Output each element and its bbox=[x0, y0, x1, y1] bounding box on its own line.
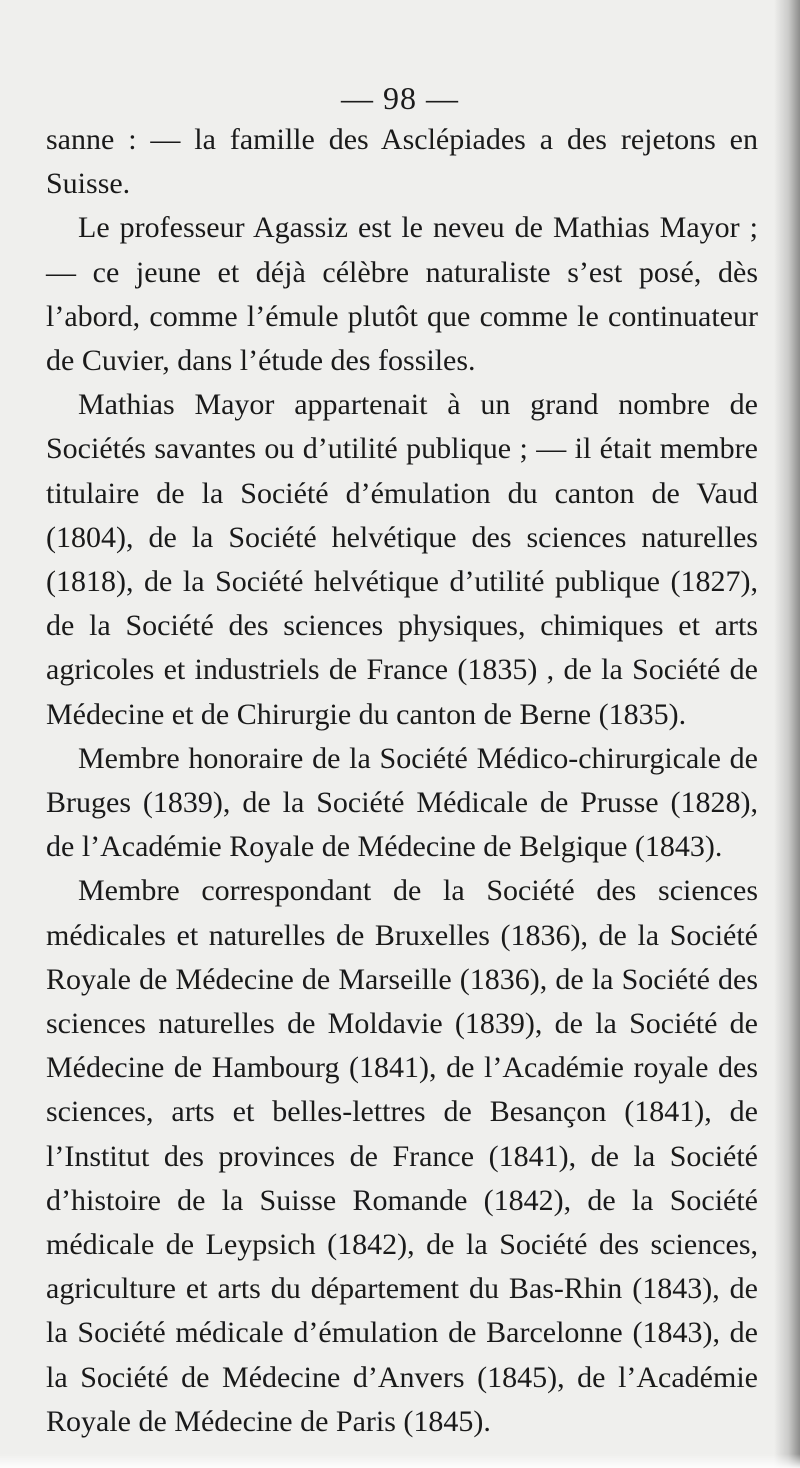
paragraph: Membre correspondant de la Société des sciences médicales et naturelles de Bruxelles (1836), de la Société Royale de Médecine de Marseille (1836), de la Société des sciences naturelles de Moldavie (1839), de la Société de Médecine de Hambourg (1841), de l’Académie royale des sciences, arts et belles-lettres de Besançon (1841), de l’Institut des provinces de France (1841), de la Société d’histoire de la Suisse Romande (1842), de la Société médicale de Leypsich (1842), de la Société des sciences, agriculture et arts du département du Bas-Rhin (1843), de la Société médicale d’émulation de Barcelonne (1843), de la Société de Médecine d’Anvers (1845), de l’Académie Royale de Médecine de Paris (1845). bbox=[46, 874, 758, 1438]
paragraph: Mathias Mayor appartenait à un grand nombre de Sociétés savantes ou d’utilité publique ; — il était membre titulaire de la Société d’émulation du canton de Vaud (1804), de la Société helvétique des sciences naturelles (1818), de la Société helvétique d’utilité publique (1827), de la Société des sciences physiques, chimiques et arts agricoles et industriels de France (1835) , de la Société de Médecine et de Chirurgie du canton de Berne (1835). bbox=[46, 388, 758, 731]
page-bottom-edge bbox=[0, 1454, 800, 1468]
body-text bbox=[46, 118, 758, 1444]
paragraph: sanne : — la famille des Asclépiades a des rejetons en Suisse. bbox=[46, 123, 758, 201]
page-edge-shadow bbox=[774, 0, 800, 1468]
paragraph: Membre honoraire de la Société Médico-chirurgicale de Bruges (1839), de la Société Médicale de Prusse (1828), de l’Académie Royale de Médecine de Belgique (1843). bbox=[46, 741, 758, 864]
paragraph: Le professeur Agassiz est le neveu de Mathias Mayor ; — ce jeune et déjà célèbre naturaliste s’est posé, dès l’abord, comme l’émule plutôt que comme le continuateur de Cuvier, dans l’étude des fossiles. bbox=[46, 211, 758, 378]
page-number: — 98 — bbox=[341, 80, 459, 116]
